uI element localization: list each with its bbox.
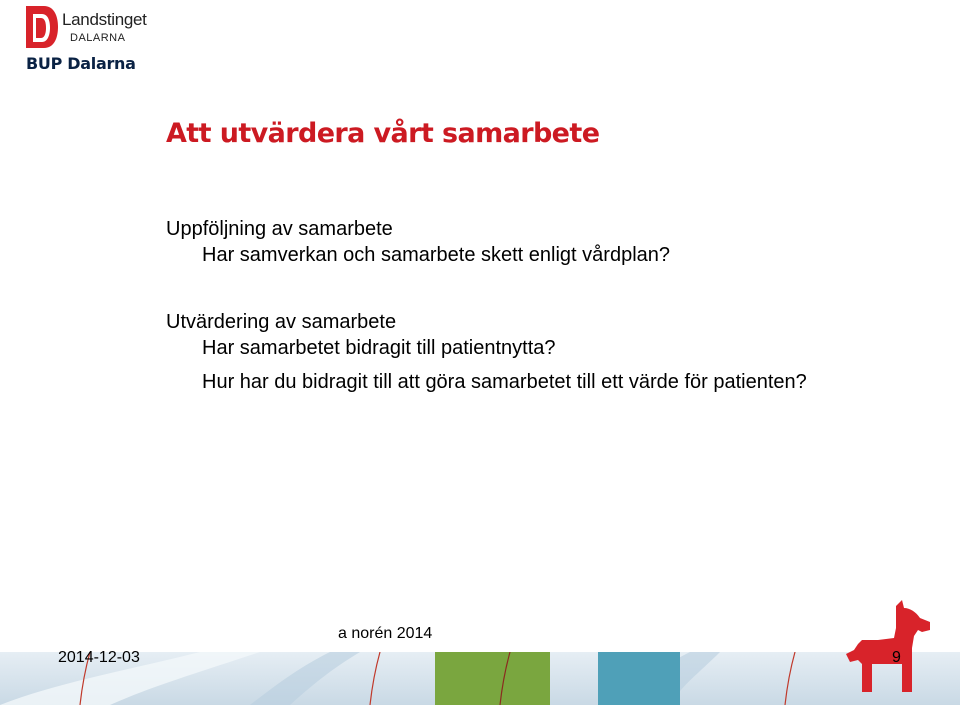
section-evaluation (166, 309, 866, 395)
logo-name: Landstinget (62, 10, 147, 29)
page-number: 9 (892, 649, 901, 666)
section-follow-up (166, 216, 866, 268)
footer-pattern-graphic (0, 652, 960, 705)
dala-horse-icon (838, 598, 938, 698)
landstinget-logo-icon (24, 4, 60, 50)
logo (24, 4, 154, 76)
bullet-item: Hur har du bidragit till att göra samarbetet till ett värde för patienten? (202, 371, 807, 393)
logo-subtitle: DALARNA (70, 32, 126, 44)
footer-author: a norén 2014 (338, 625, 433, 642)
bullet-item: Har samarbetet bidragit till patientnytta? (202, 337, 556, 359)
slide-content (166, 216, 866, 436)
footer-band (0, 652, 960, 705)
logo-unit: BUP Dalarna (26, 54, 136, 73)
section-heading: Uppföljning av samarbete (166, 218, 393, 240)
slide-title: Att utvärdera vårt samarbete (166, 118, 600, 149)
bullet-item: Har samverkan och samarbete skett enligt vårdplan? (202, 244, 671, 266)
footer-date: 2014-12-03 (58, 649, 140, 666)
section-heading: Utvärdering av samarbete (166, 311, 397, 333)
